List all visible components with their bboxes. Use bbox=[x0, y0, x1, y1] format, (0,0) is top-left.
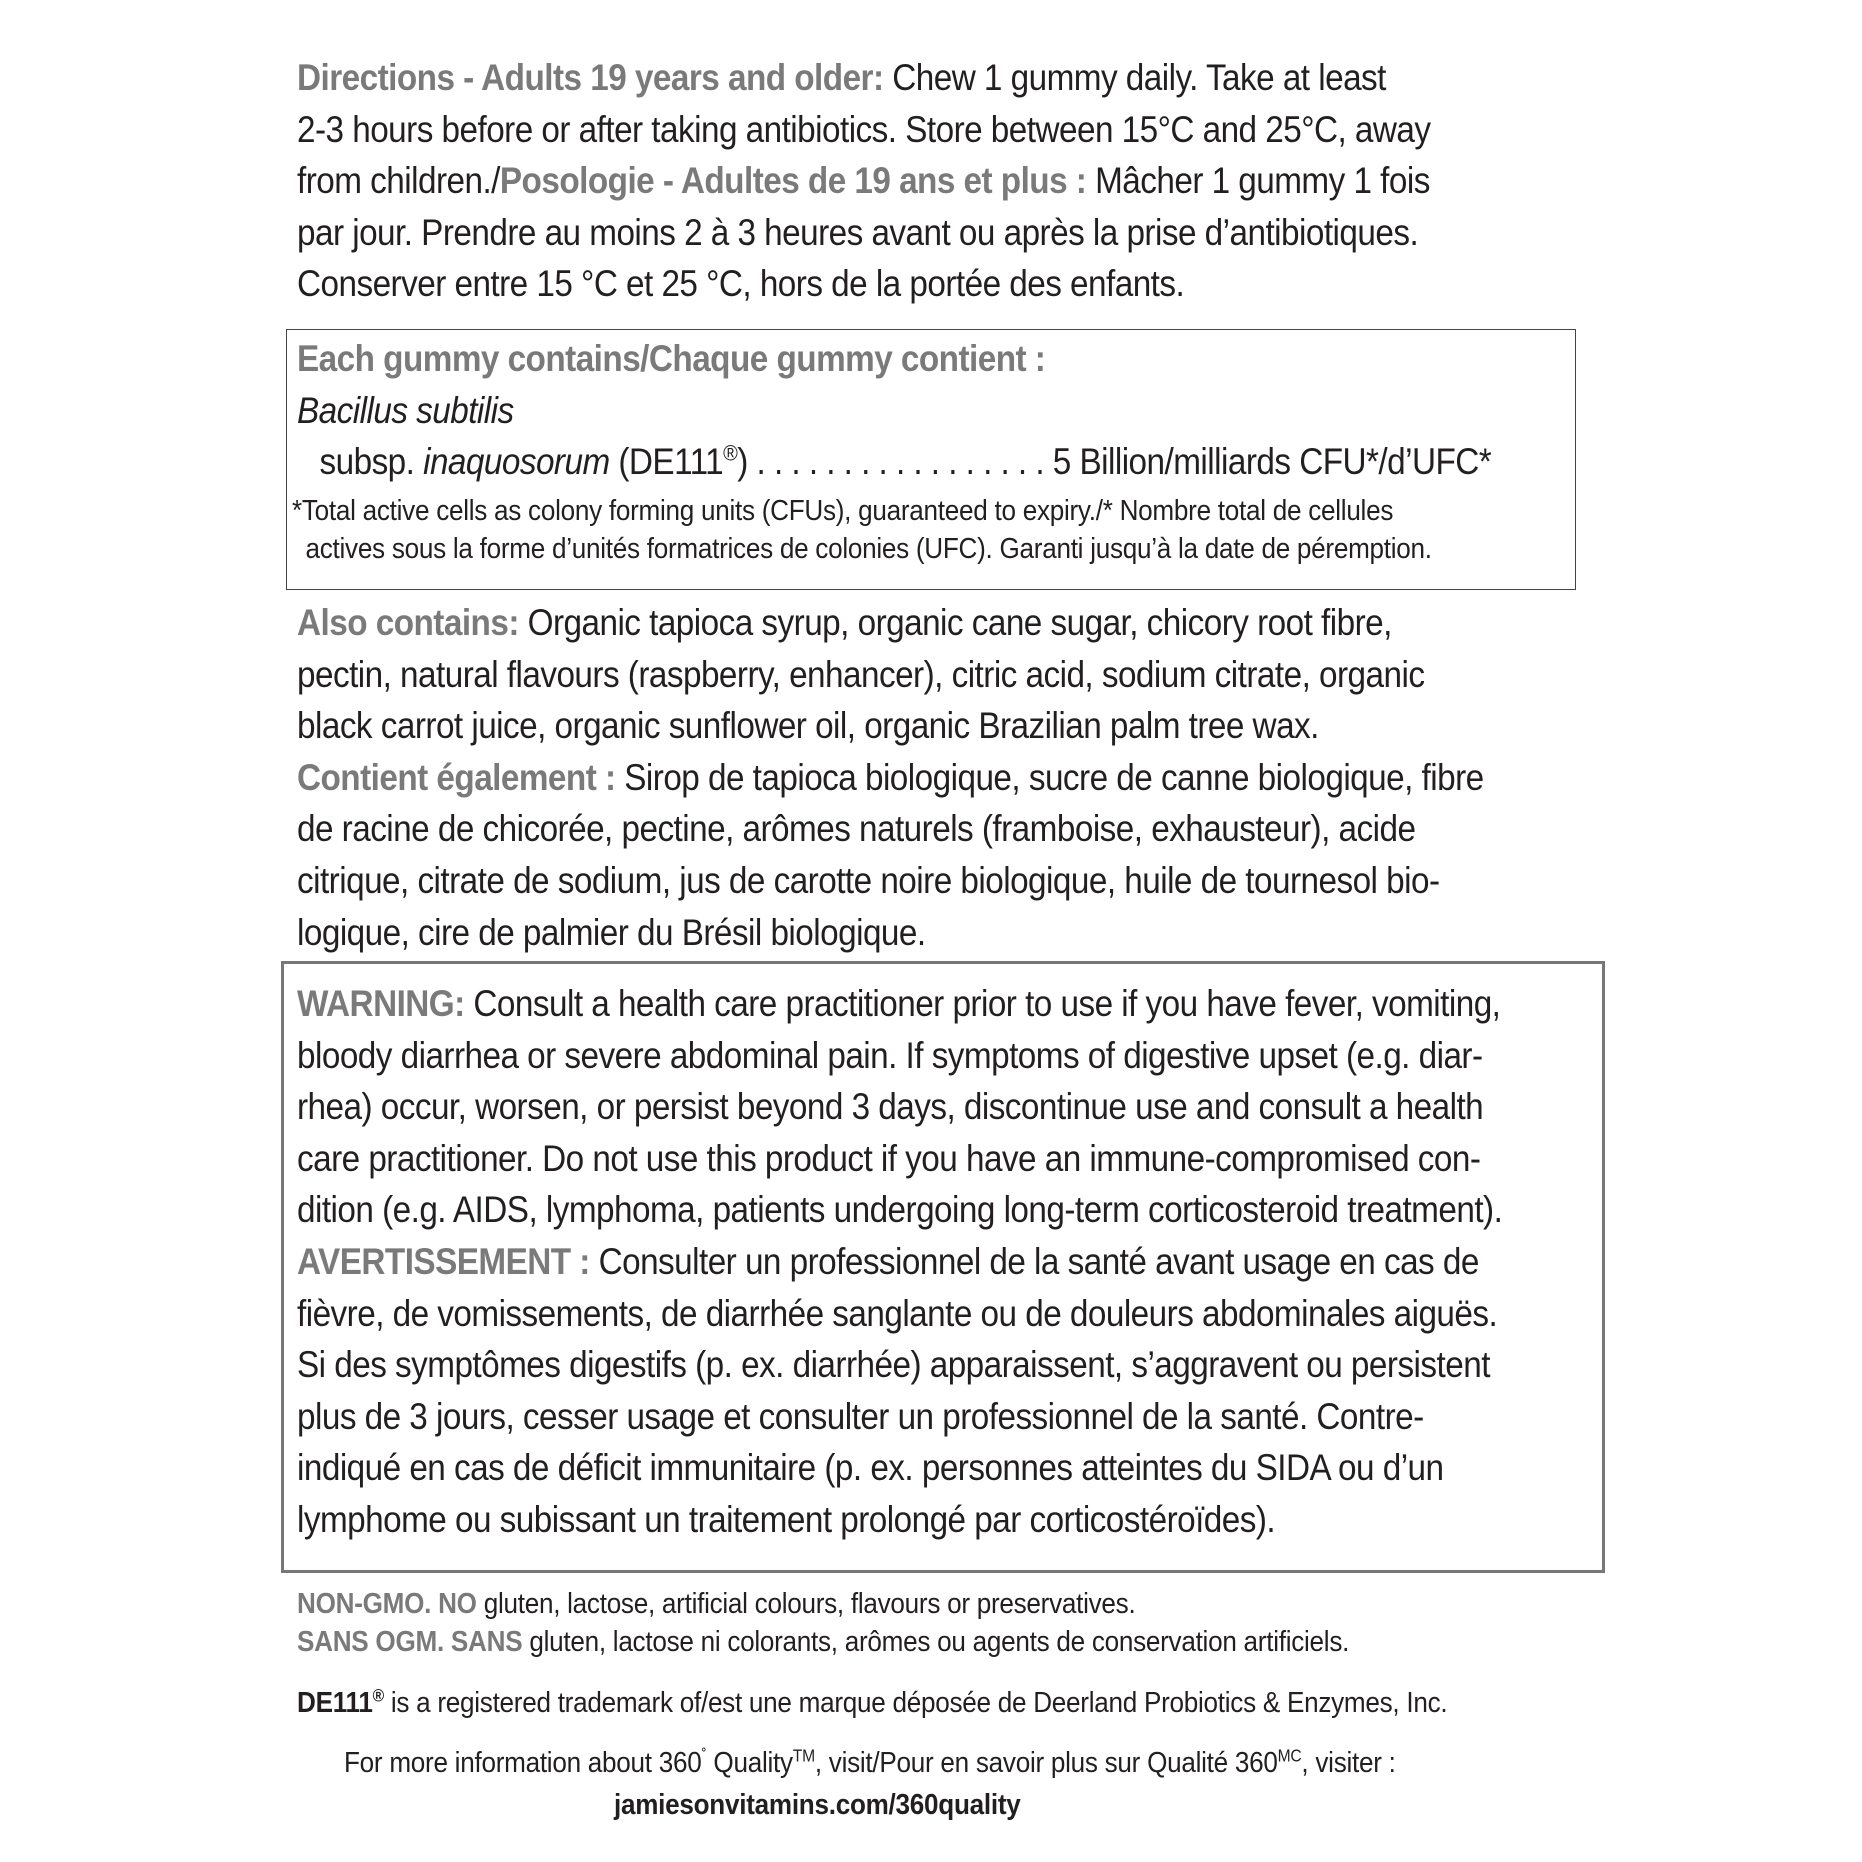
also-contains-line-3: black carrot juice, organic sunflower oil, organic Brazilian palm tree wax. bbox=[297, 705, 1319, 747]
more-info-url[interactable]: jamiesonvitamins.com/360quality bbox=[614, 1789, 1021, 1821]
directions-label-en: Directions - Adults 19 years and older: bbox=[297, 57, 884, 98]
ingredients-heading: Each gummy contains/Chaque gummy contient : bbox=[297, 338, 1046, 379]
also-contains-label-fr: Contient également : bbox=[297, 756, 616, 798]
footnote-line-1: *Total active cells as colony forming units (CFUs), guaranteed to expiry./* Nombre total de cellules bbox=[292, 495, 1394, 527]
more-info-section bbox=[344, 1744, 1396, 1782]
warning-line-3: rhea) occur, worsen, or persist beyond 3 days, discontinue use and consult a health bbox=[297, 1086, 1484, 1128]
warning-line-1: WARNING: Consult a health care practitioner prior to use if you have fever, vomiting, bbox=[297, 983, 1501, 1024]
warning-line-11: lymphome ou subissant un traitement prolongé par corticostéroïdes). bbox=[297, 1498, 1276, 1540]
registered-mark: ® bbox=[723, 440, 738, 466]
trademark-name: DE111 bbox=[297, 1687, 373, 1719]
warning-line-9: plus de 3 jours, cesser usage et consulter un professionnel de la santé. Contre- bbox=[297, 1395, 1424, 1437]
directions-line-5: Conserver entre 15 °C et 25 °C, hors de la portée des enfants. bbox=[297, 263, 1185, 305]
warning-line-5: dition (e.g. AIDS, lymphoma, patients undergoing long-term corticosteroid treatment). bbox=[297, 1189, 1503, 1231]
warning-line-2: bloody diarrhea or severe abdominal pain. If symptoms of digestive upset (e.g. diar- bbox=[297, 1034, 1483, 1076]
directions-label-fr: Posologie - Adultes de 19 ans et plus : bbox=[499, 160, 1087, 202]
warning-line-8: Si des symptômes digestifs (p. ex. diarrhée) apparaissent, s’aggravent ou persistent bbox=[297, 1344, 1490, 1386]
warning-label-en: WARNING: bbox=[297, 983, 465, 1024]
marque-de-commerce-symbol: MC bbox=[1277, 1745, 1302, 1766]
trademark-line: DE111® is a registered trademark of/est une marque déposée de Deerland Probiotics & Enzymes, Inc. bbox=[297, 1685, 1448, 1719]
also-contains-line-7: logique, cire de palmier du Brésil biologique. bbox=[297, 911, 926, 953]
species-name: Bacillus subtilis bbox=[297, 389, 514, 431]
free-from-label-fr: SANS OGM. SANS bbox=[297, 1626, 523, 1658]
warning-line-7: fièvre, de vomissements, de diarrhée sanglante ou de douleurs abdominales aiguës. bbox=[297, 1292, 1498, 1334]
strain-line: subsp. inaquosorum (DE111®) . . . . . . . . . . . . . . . . . 5 Billion/milliards CFU*/d’UFC* bbox=[319, 440, 1492, 483]
also-contains-line-4: Contient également : Sirop de tapioca biologique, sucre de canne biologique, fibre bbox=[297, 756, 1484, 798]
also-contains-section bbox=[297, 597, 1484, 958]
directions-line-1: Directions - Adults 19 years and older: Chew 1 gummy daily. Take at least bbox=[297, 57, 1386, 98]
directions-line-2: 2-3 hours before or after taking antibiotics. Store between 15°C and 25°C, away bbox=[297, 108, 1431, 150]
more-info-url-wrap bbox=[614, 1786, 1020, 1824]
more-info-text: For more information about 360˚ Quality™, visit/Pour en savoir plus sur Qualité $360^{MC}$, visiter : bbox=[344, 1745, 1396, 1779]
also-contains-label-en: Also contains: bbox=[297, 602, 519, 643]
registered-mark: ® bbox=[372, 1685, 384, 1706]
footnote-line-2: actives sous la forme d’unités formatrices de colonies (UFC). Garanti jusqu’à la date de péremption. bbox=[305, 533, 1432, 565]
also-contains-line-5: de racine de chicorée, pectine, arômes naturels (framboise, exhausteur), acide bbox=[297, 808, 1416, 850]
trademark-symbol: TM bbox=[792, 1745, 815, 1766]
ingredients-footnote bbox=[292, 492, 1432, 568]
cfu-amount: 5 Billion/milliards CFU*/d’UFC* bbox=[1052, 441, 1492, 483]
warning-section bbox=[297, 978, 1502, 1546]
warning-label-fr: AVERTISSEMENT : bbox=[297, 1240, 590, 1282]
also-contains-line-6: citrique, citrate de sodium, jus de carotte noire biologique, huile de tournesol bio- bbox=[297, 859, 1440, 901]
free-from-line-en: NON-GMO. NO gluten, lactose, artificial colours, flavours or preservatives. bbox=[297, 1588, 1136, 1620]
free-from-section bbox=[297, 1585, 1349, 1661]
warning-line-6: AVERTISSEMENT : Consulter un professionnel de la santé avant usage en cas de bbox=[297, 1240, 1479, 1282]
directions-line-3: from children./Posologie - Adultes de 19 ans et plus : Mâcher 1 gummy 1 fois bbox=[297, 160, 1430, 202]
warning-line-4: care practitioner. Do not use this product if you have an immune-compromised con- bbox=[297, 1137, 1481, 1179]
directions-line-4: par jour. Prendre au moins 2 à 3 heures avant ou après la prise d’antibiotiques. bbox=[297, 211, 1419, 253]
directions-section bbox=[297, 52, 1430, 310]
leader-dots: . . . . . . . . . . . . . . . . . bbox=[747, 441, 1053, 483]
free-from-line-fr: SANS OGM. SANS gluten, lactose ni colorants, arômes ou agents de conservation artificiels. bbox=[297, 1626, 1350, 1658]
ingredients-section bbox=[297, 333, 1491, 488]
also-contains-line-1: Also contains: Organic tapioca syrup, organic cane sugar, chicory root fibre, bbox=[297, 602, 1392, 643]
warning-line-10: indiqué en cas de déficit immunitaire (p. ex. personnes atteintes du SIDA ou d’un bbox=[297, 1447, 1444, 1489]
free-from-label-en: NON-GMO. NO bbox=[297, 1588, 477, 1620]
also-contains-line-2: pectin, natural flavours (raspberry, enhancer), citric acid, sodium citrate, organic bbox=[297, 653, 1425, 695]
